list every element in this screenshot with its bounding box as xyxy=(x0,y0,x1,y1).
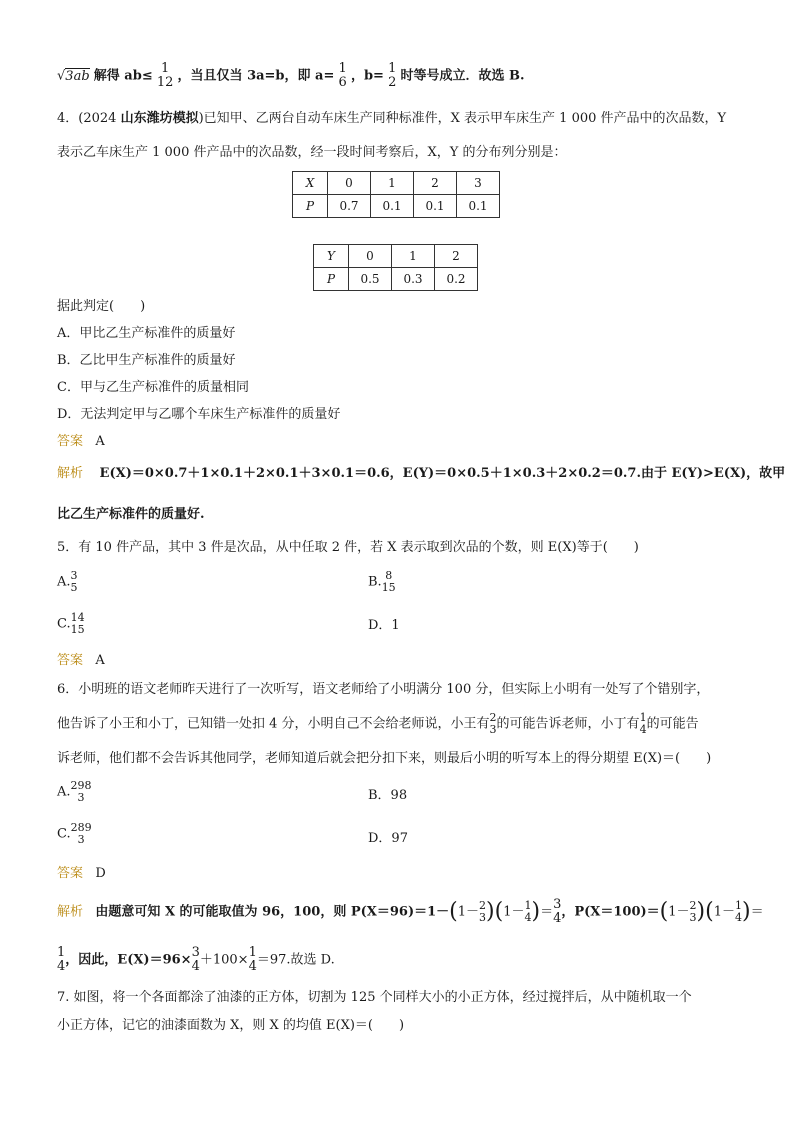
sqrt-expression: √3ab xyxy=(57,68,90,84)
analysis-label: 解析 xyxy=(57,466,84,481)
q4-stem-tail: 据此判定( ) xyxy=(57,299,146,314)
q6-option-d: D．97 xyxy=(368,831,408,846)
q6-option-a: A. 298 3 xyxy=(57,779,92,804)
q7-stem-line2: 小正方体，记它的油漆面数为 X，则 X 的均值 E(X)＝( ) xyxy=(57,1018,405,1033)
q6-option-b: B．98 xyxy=(368,788,408,803)
table-cell: 0.1 xyxy=(371,195,414,218)
analysis-text: E(X)＝0×0.7＋1×0.1＋2×0.1＋3×0.1＝0.6，E(Y)＝0×0.5＋1×0.3＋2×0.2＝0.7.由于 E(Y)>E(X)，故甲 xyxy=(99,466,786,481)
q4-analysis-line2: 比乙生产标准件的质量好. xyxy=(57,507,205,522)
q4-answer xyxy=(57,434,105,450)
answer-label: 答案 xyxy=(57,653,84,668)
fraction: 3 5 xyxy=(70,569,78,594)
q4-option-a: A．甲比乙生产标准件的质量好 xyxy=(57,326,236,341)
table-cell: 0.5 xyxy=(349,268,392,291)
q5-option-b: B. 8 15 xyxy=(368,569,396,594)
fraction: 14 15 xyxy=(70,611,85,636)
table-cell: Y xyxy=(314,245,349,268)
distribution-table-y xyxy=(313,244,478,291)
answer-value: A xyxy=(95,434,105,449)
fraction: 298 3 xyxy=(70,779,92,804)
text-segment: ，b= xyxy=(350,68,384,84)
table-cell: 0.1 xyxy=(457,195,500,218)
table-cell: 2 xyxy=(414,172,457,195)
answer-value: D xyxy=(95,866,106,881)
q6-stem-line2: 他告诉了小王和小丁，已知错一处扣 4 分，小明自己不会给老师说，小王有 2 3 的可能告诉老师，小丁有 1 4 的可能告 xyxy=(57,711,699,736)
text-segment: 解得 ab≤ xyxy=(93,68,153,84)
answer-label: 答案 xyxy=(57,866,84,881)
q4-stem-line2: 表示乙车床生产 1 000 件产品中的次品数，经一段时间考察后，X，Y 的分布列分别是： xyxy=(57,145,567,160)
table-cell: X xyxy=(293,172,328,195)
table-cell: P xyxy=(314,268,349,291)
table-cell: P xyxy=(293,195,328,218)
q4-option-c: C．甲与乙生产标准件的质量相同 xyxy=(57,380,249,395)
q5-option-a: A. 3 5 xyxy=(57,569,78,594)
text-segment: ，当且仅当 3a=b，即 a= xyxy=(177,68,335,84)
table-cell: 0.1 xyxy=(414,195,457,218)
q4-analysis-line1 xyxy=(57,466,785,482)
table-cell: 1 xyxy=(371,172,414,195)
q4-option-b: B．乙比甲生产标准件的质量好 xyxy=(57,353,236,368)
fraction: 3 4 xyxy=(191,945,200,974)
q6-analysis-line2: 1 4 ，因此，E(X)＝96× 3 4 ＋100× 1 4 ＝97.故选 D. xyxy=(57,945,335,974)
fraction: 1 4 xyxy=(735,899,742,924)
q6-answer xyxy=(57,866,106,882)
q6-analysis-line1: 解析 由题意可知 X 的可能取值为 96，100，则 P(X＝96)＝1－(1－ 2 3 )(1－ 1 4 )＝ 3 4 ，P(X＝100)＝(1－ 2 3 )(1－ 1 4 )＝ xyxy=(57,897,764,926)
q5-option-c: C. 14 15 xyxy=(57,611,85,636)
table-cell: 2 xyxy=(435,245,478,268)
fraction: 8 15 xyxy=(381,569,396,594)
q4-option-d: D．无法判定甲与乙哪个车床生产标准件的质量好 xyxy=(57,407,341,422)
fraction: 1 4 xyxy=(57,945,66,974)
table-cell: 0.7 xyxy=(328,195,371,218)
fraction: 2 3 xyxy=(479,899,487,924)
answer-value: A xyxy=(95,653,105,668)
analysis-label: 解析 xyxy=(57,904,84,920)
fraction: 1 4 xyxy=(248,945,257,974)
q6-stem-line1: 6．小明班的语文老师昨天进行了一次听写，语文老师给了小明满分 100 分，但实际上小明有一处写了个错别字， xyxy=(57,682,710,697)
q4-stem-line1: 4．(2024 山东潍坊模拟)已知甲、乙两台自动车床生产同种标准件，X 表示甲车床生产 1 000 件产品中的次品数，Y xyxy=(57,111,727,126)
q5-answer xyxy=(57,653,105,669)
q7-stem-line1: 7. 如图，将一个各面都涂了油漆的正方体，切割为 125 个同样大小的小正方体，经过搅拌后，从中随机取一个 xyxy=(57,990,692,1005)
q5-option-d: D．1 xyxy=(368,618,400,633)
table-cell: 0 xyxy=(328,172,371,195)
q5-stem: 5．有 10 件产品，其中 3 件是次品，从中任取 2 件，若 X 表示取到次品的个数，则 E(X)等于( ) xyxy=(57,540,639,555)
fraction: 1 2 xyxy=(388,61,397,90)
top-solution-line xyxy=(57,62,525,90)
answer-label: 答案 xyxy=(57,434,84,449)
text-segment: 时等号成立．故选 B. xyxy=(400,68,525,84)
fraction: 1 4 xyxy=(639,711,647,736)
table-cell: 0.2 xyxy=(435,268,478,291)
source-tag: 山东潍坊模拟 xyxy=(120,111,199,126)
q6-option-c: C. 289 3 xyxy=(57,821,92,846)
table-cell: 0 xyxy=(349,245,392,268)
table-cell: 1 xyxy=(392,245,435,268)
fraction: 2 3 xyxy=(489,711,497,736)
table-cell: 0.3 xyxy=(392,268,435,291)
fraction: 2 3 xyxy=(689,899,697,924)
distribution-table-x xyxy=(292,171,500,218)
fraction: 1 12 xyxy=(156,61,174,90)
fraction: 3 4 xyxy=(553,897,562,926)
table-cell: 3 xyxy=(457,172,500,195)
q6-stem-line3: 诉老师，他们都不会告诉其他同学，老师知道后就会把分扣下来，则最后小明的听写本上的得分期望 E(X)＝( ) xyxy=(57,751,712,766)
fraction: 289 3 xyxy=(70,821,92,846)
fraction: 1 6 xyxy=(338,61,347,90)
fraction: 1 4 xyxy=(524,899,532,924)
